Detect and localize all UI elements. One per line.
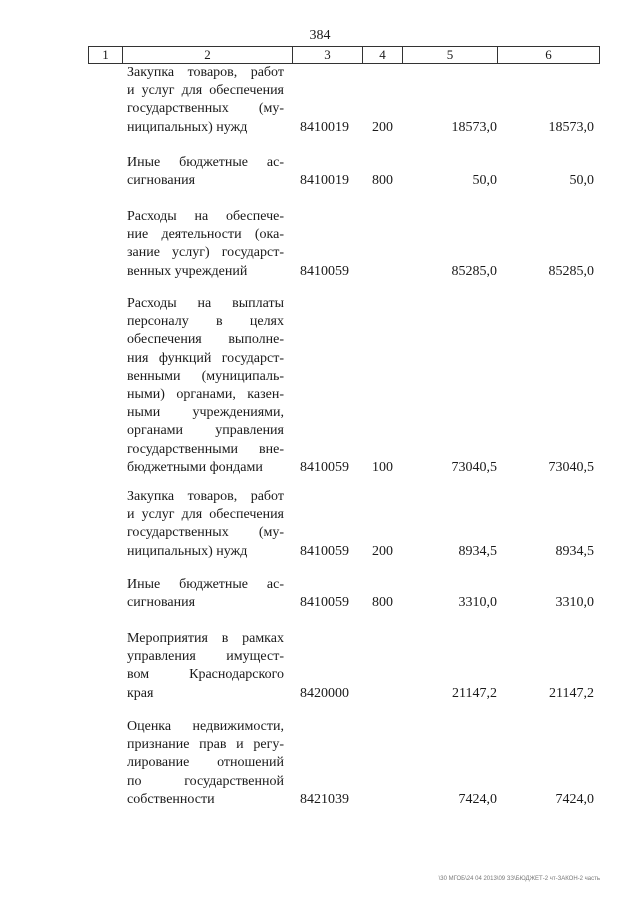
description-line: ными) органами, казен- (127, 387, 284, 403)
row-amount-col6: 18573,0 (548, 119, 594, 135)
description-line: вом Краснодарского (127, 667, 284, 683)
row-amount-col6: 21147,2 (549, 685, 594, 701)
row-amount-col6: 7424,0 (555, 791, 594, 807)
description-line: Закупка товаров, работ (127, 489, 284, 504)
header-col-3: 3 (293, 47, 363, 63)
description-line: органами управления (127, 423, 284, 439)
description-line: ниципальных) нужд (127, 543, 248, 559)
row-expense-type: 800 (372, 595, 393, 611)
description-line: персоналу в целях (127, 314, 284, 330)
row-amount-col5: 7424,0 (458, 791, 497, 807)
description-line: сигнования (127, 173, 196, 189)
description-line: Расходы на выплаты (127, 296, 284, 311)
row-amount-col6: 50,0 (569, 173, 594, 189)
row-description (127, 488, 284, 561)
description-line: обеспечения выполне- (127, 332, 284, 348)
description-line: бюджетными фондами (127, 459, 263, 475)
header-col-5: 5 (403, 47, 498, 63)
row-code: 8410059 (300, 543, 349, 559)
header-col-6: 6 (545, 47, 552, 62)
description-line: государственных (му- (127, 101, 284, 117)
row-amount-col6: 8934,5 (555, 543, 594, 559)
description-line: ными учреждениями, (127, 405, 284, 421)
description-line: Расходы на обеспече- (127, 209, 284, 224)
description-line: управления имущест- (127, 649, 284, 665)
row-description (127, 154, 284, 190)
table-header (88, 46, 600, 64)
row-amount-col5: 8934,5 (458, 543, 497, 559)
description-line: Иные бюджетные ас- (127, 577, 284, 592)
row-code: 8420000 (300, 685, 349, 701)
row-description (127, 295, 284, 477)
row-description (127, 718, 284, 809)
description-line: собственности (127, 791, 215, 807)
description-line: и услуг для обеспечения (127, 83, 284, 99)
header-col-2: 2 (123, 47, 293, 63)
row-amount-col5: 73040,5 (451, 459, 497, 475)
header-col-1: 1 (89, 47, 123, 63)
row-expense-type: 800 (372, 173, 393, 189)
row-description (127, 208, 284, 281)
description-line: ниципальных) нужд (127, 119, 248, 135)
row-expense-type: 100 (372, 459, 393, 475)
description-line: сигнования (127, 595, 196, 611)
description-line: Закупка товаров, работ (127, 65, 284, 80)
footer-note: \30 МГОБ\24 04 2013\09 ЗЗ\БЮДЖЕТ-2 чт-ЗАКОН-2 часть (438, 876, 600, 882)
description-line: Мероприятия в рамках (127, 631, 284, 646)
description-line: государственными вне- (127, 441, 284, 457)
row-description (127, 630, 284, 703)
row-amount-col5: 18573,0 (451, 119, 497, 135)
row-description (127, 64, 284, 137)
row-code: 8410059 (300, 595, 349, 611)
description-line: ние деятельности (ока- (127, 227, 284, 243)
row-amount-col6: 73040,5 (548, 459, 594, 475)
row-description (127, 576, 284, 612)
row-amount-col5: 85285,0 (451, 263, 497, 279)
description-line: венных учреждений (127, 263, 248, 279)
description-line: Иные бюджетные ас- (127, 155, 284, 170)
row-code: 8410019 (300, 119, 349, 135)
description-line: по государственной (127, 773, 284, 789)
description-line: венными (муниципаль- (127, 368, 284, 384)
row-expense-type: 200 (372, 543, 393, 559)
row-amount-col5: 50,0 (472, 173, 497, 189)
row-expense-type: 200 (372, 119, 393, 135)
row-amount-col6: 85285,0 (548, 263, 594, 279)
row-code: 8410019 (300, 173, 349, 189)
header-col-4: 4 (363, 47, 403, 63)
row-amount-col5: 3310,0 (458, 595, 497, 611)
description-line: и услуг для обеспечения (127, 507, 284, 523)
row-amount-col5: 21147,2 (452, 685, 497, 701)
description-line: признание прав и регу- (127, 737, 284, 753)
description-line: государственных (му- (127, 525, 284, 541)
page-number: 384 (309, 28, 331, 43)
row-code: 8421039 (300, 791, 349, 807)
description-line: зание услуг) государст- (127, 245, 284, 261)
row-code: 8410059 (300, 263, 349, 279)
description-line: лирование отношений (127, 755, 284, 771)
description-line: Оценка недвижимости, (127, 719, 284, 734)
description-line: ния функций государст- (127, 350, 284, 366)
description-line: края (127, 685, 154, 701)
row-amount-col6: 3310,0 (555, 595, 594, 611)
row-code: 8410059 (300, 459, 349, 475)
